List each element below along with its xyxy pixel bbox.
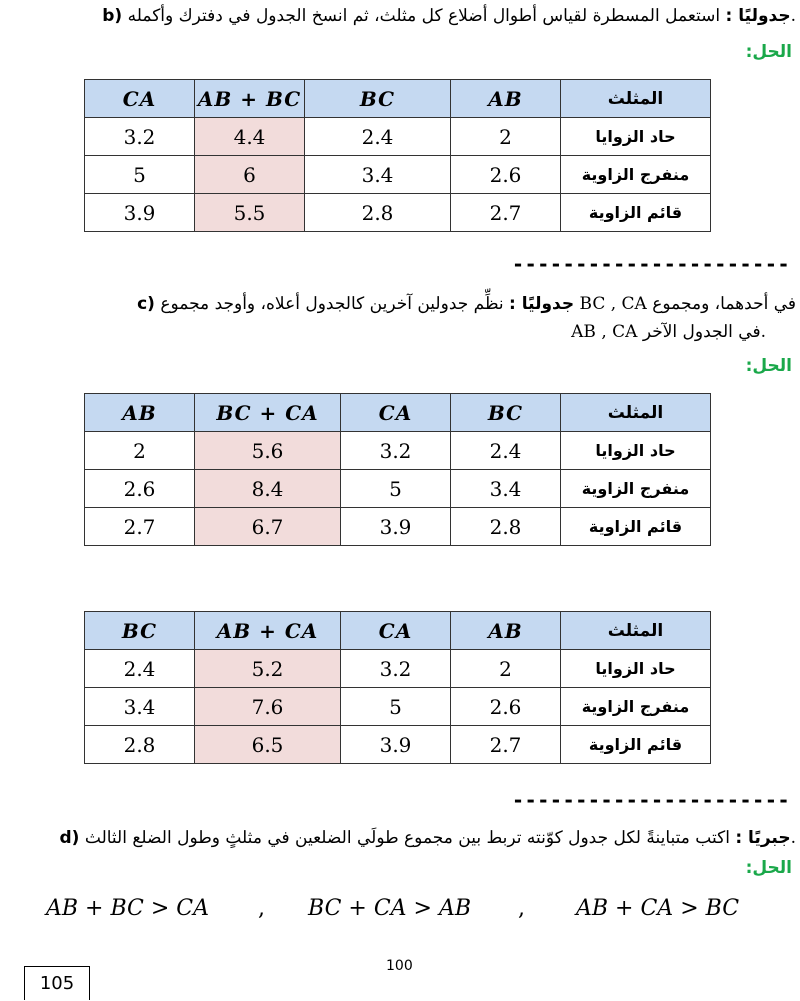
question-c-label: جدوليًا : [509,294,575,314]
row-label: حاد الزوايا [561,118,711,156]
question-b [102,6,796,26]
cell: 2 [451,118,561,156]
header-cell: AB [451,80,561,118]
cell: 5 [341,688,451,726]
header-cell: CA [341,394,451,432]
sum-cell: 6 [195,156,305,194]
solution-label-c: الحل: [745,356,792,376]
table-row [85,688,711,726]
cell: 3.4 [451,470,561,508]
row-label: قائم الزاوية [561,508,711,546]
header-cell: BC [451,394,561,432]
inequality-separator: , [518,896,525,921]
cell: 5 [341,470,451,508]
cell: 3.2 [341,650,451,688]
inequality-ab-bc: AB + BC > CA [46,896,210,921]
separator-line: ---------------------- [512,788,791,812]
cell: 2.7 [85,508,195,546]
header-cell-triangle: المثلث [561,80,711,118]
sum-cell: 7.6 [195,688,341,726]
question-c [137,294,796,314]
cell: 2.4 [85,650,195,688]
sum-cell: 5.2 [195,650,341,688]
sum-cell: 6.7 [195,508,341,546]
cell: 2 [451,650,561,688]
header-cell: AB [85,394,195,432]
header-cell: BC [305,80,451,118]
row-label: منفرج الزاوية [561,470,711,508]
inequality-separator: , [258,896,265,921]
cell: 2 [85,432,195,470]
header-cell: AB + BC [195,80,305,118]
row-label: منفرج الزاوية [561,156,711,194]
solution-label-d: الحل: [745,858,792,878]
question-d-letter: d) [59,828,80,848]
sum-cell: 6.5 [195,726,341,764]
table-row [85,432,711,470]
question-b-letter: b) [102,6,123,26]
table-header-row [85,612,711,650]
question-c-line2: AB , CA في الجدول الآخر. [571,322,766,342]
cell: 2.8 [305,194,451,232]
header-cell: BC [85,612,195,650]
cell: 3.2 [85,118,195,156]
table-row [85,470,711,508]
sum-cell: 5.6 [195,432,341,470]
solution-label-b: الحل: [745,42,792,62]
header-cell-triangle: المثلث [561,612,711,650]
header-cell: CA [341,612,451,650]
question-b-text: استعمل المسطرة لقياس أطوال أضلاع كل مثلث، ثم انسخ الجدول في دفترك وأكمله. [127,6,796,26]
header-cell-triangle: المثلث [561,394,711,432]
header-cell: AB [451,612,561,650]
sum-cell: 5.5 [195,194,305,232]
separator-line: ---------------------- [512,252,791,276]
inequality-ab-ca: AB + CA > BC [576,896,740,921]
row-label: منفرج الزاوية [561,688,711,726]
table-row [85,726,711,764]
cell: 3.4 [305,156,451,194]
inequality-bc-ca: BC + CA > AB [308,896,472,921]
page-number-box: 105 [24,966,90,1000]
table-row [85,118,711,156]
cell: 3.9 [85,194,195,232]
cell: 2.7 [451,194,561,232]
cell: 5 [85,156,195,194]
question-b-label: جدوليًا : [725,6,791,26]
table-header-row [85,394,711,432]
cell: 3.4 [85,688,195,726]
cell: 2.6 [451,688,561,726]
cell: 2.6 [85,470,195,508]
cell: 2.6 [451,156,561,194]
row-label: قائم الزاوية [561,194,711,232]
question-d-label: جبريًا : [735,828,791,848]
cell: 2.7 [451,726,561,764]
cell: 3.2 [341,432,451,470]
table-row [85,156,711,194]
table-row [85,194,711,232]
question-d [60,828,796,848]
row-label: قائم الزاوية [561,726,711,764]
row-label: حاد الزوايا [561,432,711,470]
table-row [85,650,711,688]
table-ab-ca [84,611,711,764]
cell: 2.8 [451,508,561,546]
cell: 2.8 [85,726,195,764]
table-row [85,508,711,546]
table-header-row [85,80,711,118]
table-bc-ca [84,393,711,546]
cell: 2.4 [305,118,451,156]
table-ab-bc [84,79,711,232]
header-cell: AB + CA [195,612,341,650]
header-cell: CA [85,80,195,118]
question-c-text: نظِّم جدولين آخرين كالجدول أعلاه، وأوجد مجموع BC , CA في أحدهما، ومجموع [160,294,796,314]
cell: 3.9 [341,508,451,546]
page-number: 100 [386,958,413,974]
cell: 3.9 [341,726,451,764]
sum-cell: 4.4 [195,118,305,156]
question-c-letter: c) [137,294,155,314]
row-label: حاد الزوايا [561,650,711,688]
header-cell: BC + CA [195,394,341,432]
cell: 2.4 [451,432,561,470]
sum-cell: 8.4 [195,470,341,508]
question-d-text: اكتب متباينةً لكل جدول كوّنته تربط بين مجموع طولَي الضلعين في مثلثٍ وطول الضلع الثالث. [84,828,796,848]
